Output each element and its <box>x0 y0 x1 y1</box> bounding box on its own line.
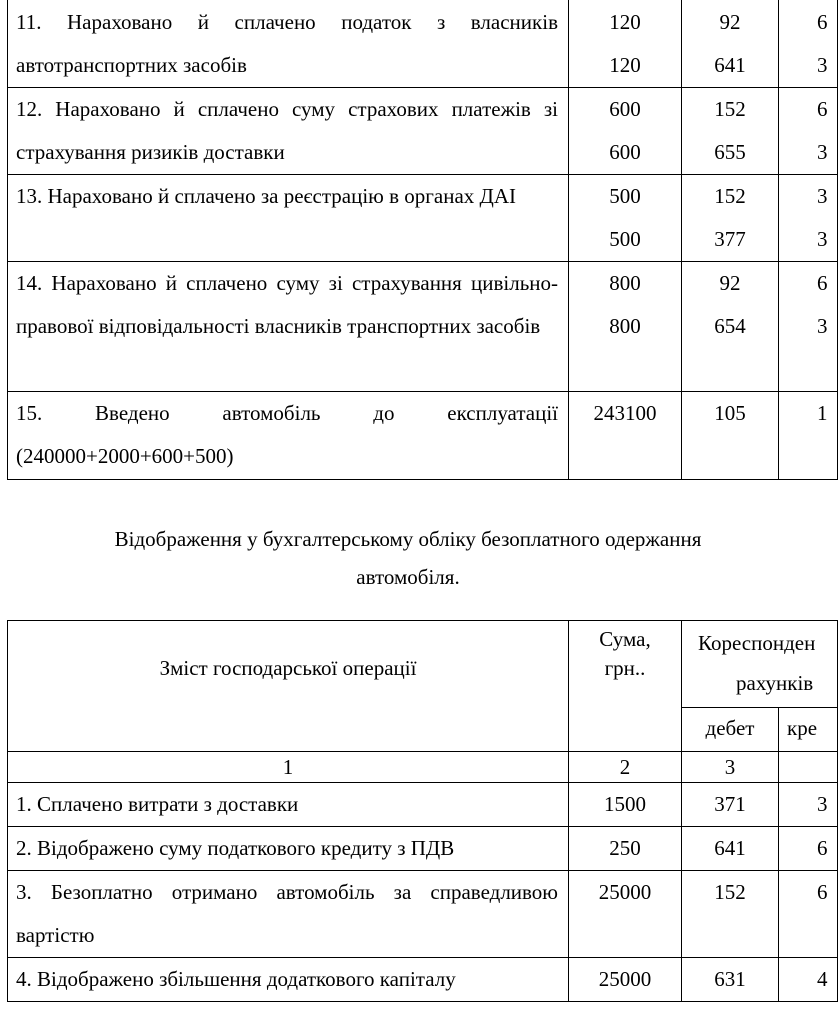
sum-value: 600 <box>609 140 641 164</box>
header-debit: дебет <box>682 708 779 752</box>
sum-cell <box>569 392 682 480</box>
operation-cell: 14. Нараховано й сплачено суму зі страхування цивільно-правової відповідальності власників транспортних засобів <box>8 262 569 392</box>
sum-value: 243100 <box>593 401 657 425</box>
header-sum-line: Сума, <box>599 627 651 651</box>
debit-value: 92 <box>719 10 741 34</box>
sum-cell <box>569 175 682 262</box>
header-sum-line: грн.. <box>604 656 646 680</box>
free-receipt-table <box>7 620 838 1002</box>
operation-cell: 3. Безоплатно отримано автомобіль за справедливою вартістю <box>8 871 569 958</box>
credit-cell <box>779 175 838 262</box>
debit-value: 92 <box>719 271 741 295</box>
header-credit: кре <box>779 708 838 752</box>
sum-cell <box>569 88 682 175</box>
sum-cell <box>569 0 682 88</box>
sum-value: 500 <box>609 184 641 208</box>
section-heading <box>0 520 816 596</box>
debit-cell: 641 <box>682 827 779 871</box>
credit-cell <box>779 88 838 175</box>
table-row <box>8 175 838 262</box>
credit-value: 6 <box>817 10 828 34</box>
index-cell: 3 <box>682 752 779 783</box>
debit-cell <box>682 262 779 392</box>
credit-cell: 4 <box>779 958 838 1002</box>
table-row <box>8 392 838 480</box>
debit-cell <box>682 392 779 480</box>
sum-cell <box>569 262 682 392</box>
sum-value: 800 <box>609 271 641 295</box>
index-row <box>8 752 838 783</box>
sum-value: 500 <box>609 227 641 251</box>
debit-value: 105 <box>714 401 746 425</box>
credit-cell: 3 <box>779 783 838 827</box>
credit-cell: 6 <box>779 827 838 871</box>
table-row <box>8 262 838 392</box>
credit-value: 3 <box>817 227 828 251</box>
heading-line: автомобіля. <box>356 565 460 589</box>
credit-cell <box>779 392 838 480</box>
debit-cell <box>682 0 779 88</box>
debit-cell: 371 <box>682 783 779 827</box>
sum-cell: 25000 <box>569 958 682 1002</box>
credit-value: 6 <box>817 97 828 121</box>
credit-value: 3 <box>817 184 828 208</box>
table-row <box>8 958 838 1002</box>
table-row <box>8 783 838 827</box>
operation-cell: 2. Відображено суму податкового кредиту з ПДВ <box>8 827 569 871</box>
sum-cell: 250 <box>569 827 682 871</box>
table-row <box>8 0 838 88</box>
debit-cell <box>682 175 779 262</box>
credit-value: 1 <box>817 401 828 425</box>
debit-value: 655 <box>714 140 746 164</box>
credit-value: 6 <box>817 271 828 295</box>
header-correspondence-line: рахунків <box>736 671 814 695</box>
operation-cell: 4. Відображено збільшення додаткового капіталу <box>8 958 569 1002</box>
index-cell: 2 <box>569 752 682 783</box>
debit-cell: 152 <box>682 871 779 958</box>
sum-value: 600 <box>609 97 641 121</box>
header-correspondence-line: Кореспонден <box>698 631 816 655</box>
index-cell <box>779 752 838 783</box>
operation-cell: 15. Введено автомобіль до експлуатації (240000+2000+600+500) <box>8 392 569 480</box>
debit-value: 654 <box>714 314 746 338</box>
sum-cell: 1500 <box>569 783 682 827</box>
credit-value: 3 <box>817 140 828 164</box>
operation-cell: 11. Нараховано й сплачено податок з власників автотранспортних засобів <box>8 0 569 88</box>
debit-value: 152 <box>714 97 746 121</box>
debit-cell <box>682 88 779 175</box>
sum-value: 800 <box>609 314 641 338</box>
sum-value: 120 <box>609 53 641 77</box>
header-sum <box>569 621 682 752</box>
header-correspondence <box>682 621 838 708</box>
credit-value: 3 <box>817 314 828 338</box>
sum-value: 120 <box>609 10 641 34</box>
operation-cell: 12. Нараховано й сплачено суму страхових платежів зі страхування ризиків доставки <box>8 88 569 175</box>
operation-cell: 1. Сплачено витрати з доставки <box>8 783 569 827</box>
credit-cell <box>779 262 838 392</box>
credit-cell <box>779 0 838 88</box>
debit-value: 641 <box>714 53 746 77</box>
credit-value: 3 <box>817 53 828 77</box>
table-row <box>8 88 838 175</box>
debit-value: 152 <box>714 184 746 208</box>
table-row <box>8 871 838 958</box>
operations-table-continued <box>7 0 838 480</box>
sum-cell: 25000 <box>569 871 682 958</box>
header-row <box>8 621 838 708</box>
credit-cell: 6 <box>779 871 838 958</box>
operation-cell: 13. Нараховано й сплачено за реєстрацію в органах ДАІ <box>8 175 569 262</box>
header-operation: Зміст господарської операції <box>8 621 569 752</box>
table-row <box>8 827 838 871</box>
debit-cell: 631 <box>682 958 779 1002</box>
heading-line: Відображення у бухгалтерському обліку безоплатного одержання <box>114 527 702 551</box>
index-cell: 1 <box>8 752 569 783</box>
debit-value: 377 <box>714 227 746 251</box>
